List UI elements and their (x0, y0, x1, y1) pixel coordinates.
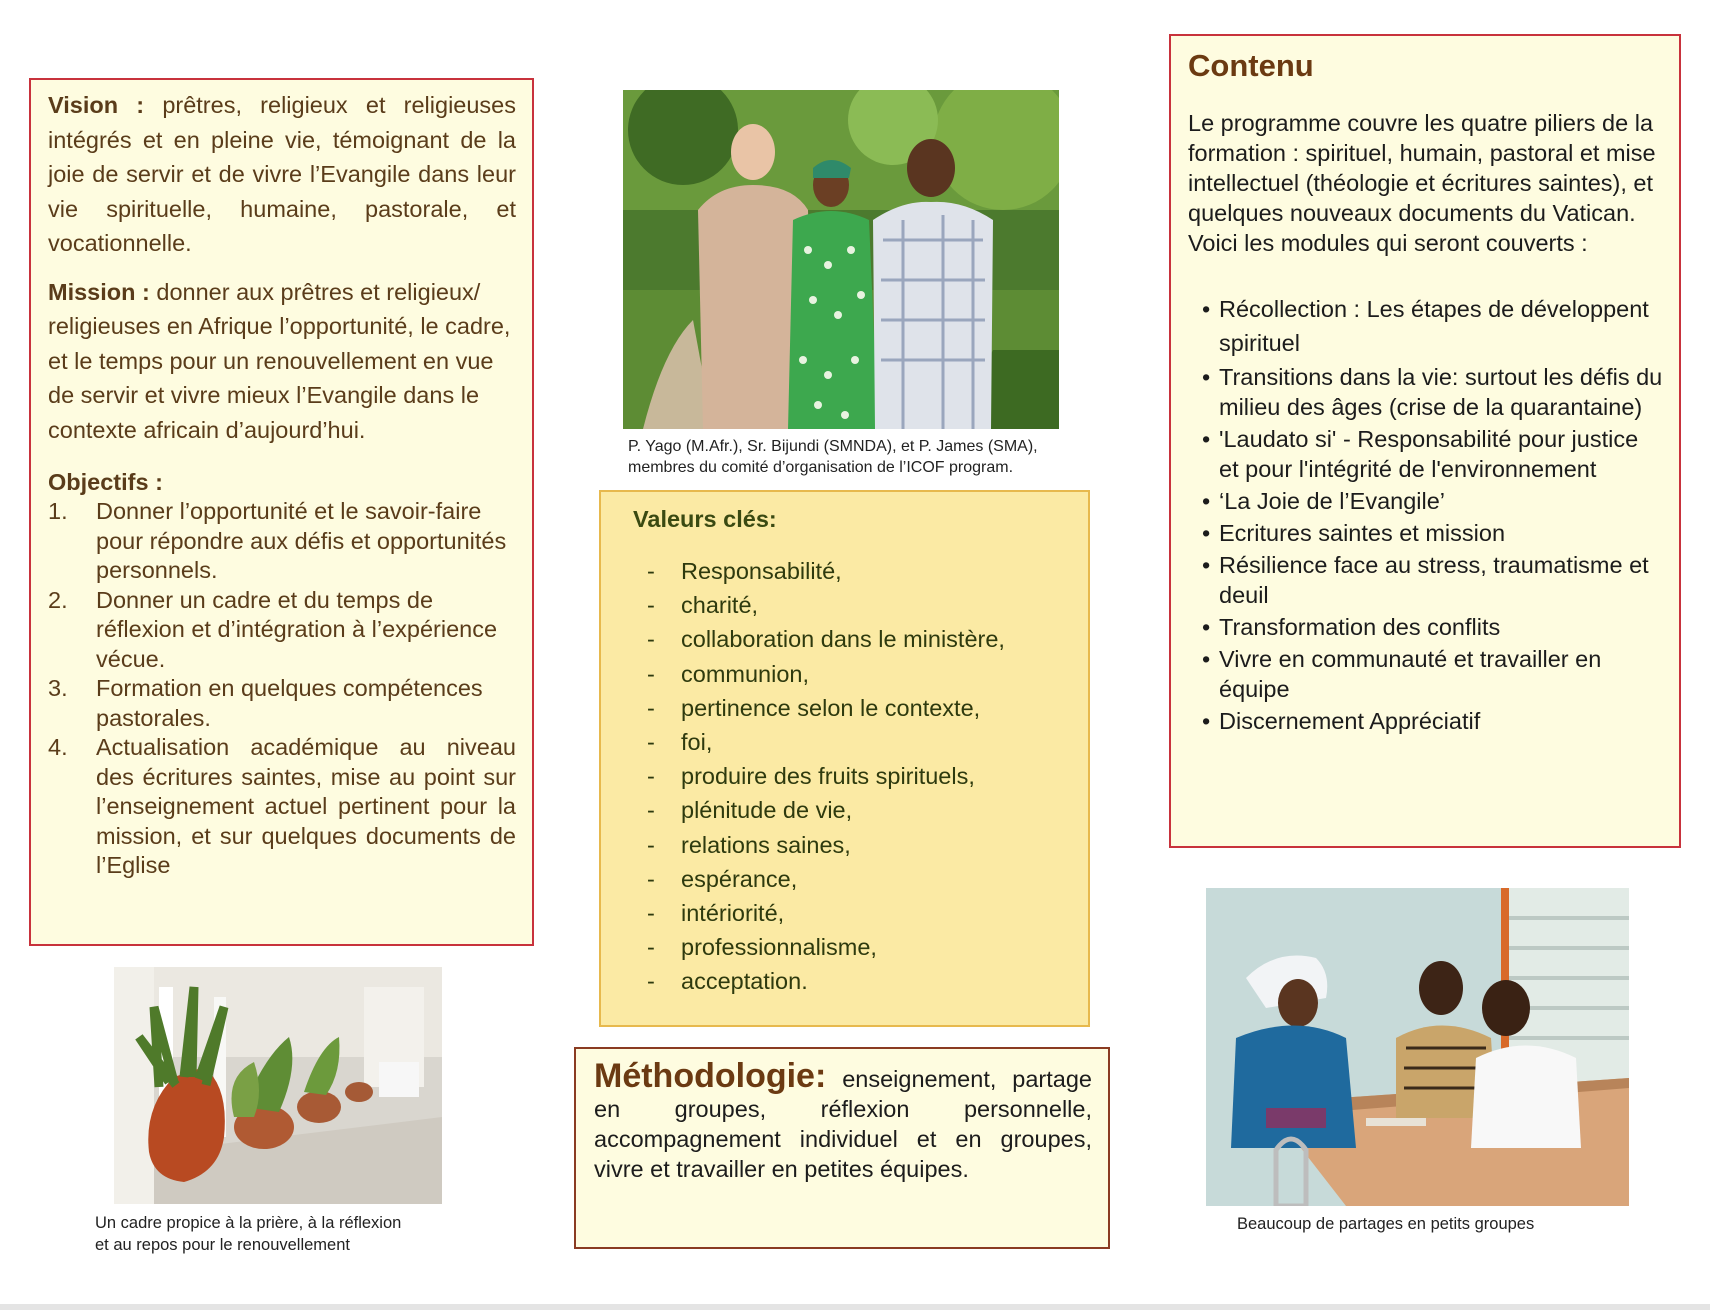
mission-label: Mission : (48, 278, 150, 305)
objective-text: Donner un cadre et du temps de réflexion et d’intégration à l’expérience vécue. (96, 586, 498, 672)
value-item (633, 759, 1088, 793)
organizers-photo (623, 90, 1059, 429)
value-item (633, 554, 1088, 588)
objective-number: 2. (48, 586, 68, 613)
content-title: Contenu (1188, 48, 1314, 83)
value-text: communion, (681, 660, 809, 687)
objective-text: Actualisation académique au niveau des écritures saintes, mise au point sur l’enseignement actuel pertinent pour la mission, et sur quelques documents de l’Eglise (96, 734, 516, 878)
value-item (633, 725, 1088, 759)
value-text: charité, (681, 592, 759, 619)
module-text: Discernement Appréciatif (1219, 708, 1481, 734)
value-text: foi, (681, 729, 713, 756)
module-item (1188, 292, 1663, 360)
module-text: Ecritures saintes et mission (1219, 520, 1506, 546)
dash-marker: - (647, 934, 655, 961)
key-values-box (599, 490, 1090, 1027)
bullet-marker: • (1202, 708, 1211, 734)
mission-text: donner aux prêtres et religieux/ religieuses en Afrique l’opportunité, le cadre, et le temps pour un renouvellement en vue de servir et vivre mieux l’Evangile dans le contexte africain d’aujourd’hui. (48, 278, 511, 443)
bullet-marker: • (1202, 646, 1211, 672)
dash-marker: - (647, 797, 655, 824)
dash-marker: - (647, 831, 655, 858)
value-item (633, 691, 1088, 725)
objective-number: 1. (48, 498, 68, 524)
value-text: relations saines, (681, 831, 851, 858)
methodology-title: Méthodologie: (594, 1057, 827, 1095)
dash-marker: - (647, 729, 655, 756)
module-text: Transitions dans la vie: surtout les défis du milieu des âges (crise de la quarantaine) (1219, 364, 1663, 420)
value-item (633, 862, 1088, 896)
objectives-list (48, 497, 516, 881)
module-item (1188, 362, 1663, 422)
plants-caption (95, 1212, 401, 1256)
value-text: collaboration dans le ministère, (681, 626, 1005, 653)
bullet-marker: • (1202, 296, 1211, 322)
value-item (633, 930, 1088, 964)
module-text: Résilience face au stress, traumatisme et deuil (1219, 552, 1649, 608)
dash-marker: - (647, 558, 655, 584)
value-text: pertinence selon le contexte, (681, 694, 981, 721)
dash-marker: - (647, 968, 655, 995)
objective-number: 4. (48, 734, 68, 760)
value-item (633, 828, 1088, 862)
value-item (633, 793, 1088, 827)
mission-paragraph (48, 275, 516, 448)
value-item (633, 964, 1088, 998)
plants-caption-line1: Un cadre propice à la prière, à la réflexion (95, 1214, 402, 1232)
dash-marker: - (647, 865, 655, 892)
value-text: Responsabilité, (681, 558, 842, 584)
value-item (633, 896, 1088, 930)
bullet-marker: • (1202, 614, 1211, 640)
objective-text: Formation en quelques compétences pastorales. (96, 675, 483, 731)
dash-marker: - (647, 694, 655, 721)
group-sharing-photo (1206, 888, 1629, 1206)
dash-marker: - (647, 660, 655, 687)
value-text: intériorité, (681, 900, 785, 927)
methodology-box (574, 1047, 1110, 1249)
key-values-list (633, 554, 1088, 999)
module-item (1188, 518, 1663, 548)
value-text: produire des fruits spirituels, (681, 763, 975, 790)
objective-item (48, 497, 516, 586)
dash-marker: - (647, 626, 655, 653)
bullet-marker: • (1202, 488, 1211, 514)
modules-list (1188, 292, 1663, 736)
dash-marker: - (647, 900, 655, 927)
key-values-title: Valeurs clés: (633, 506, 777, 532)
module-item (1188, 644, 1663, 704)
value-text: espérance, (681, 865, 798, 892)
bullet-marker: • (1202, 364, 1211, 390)
module-text: Transformation des conflits (1219, 614, 1501, 640)
objective-item (48, 674, 516, 733)
dash-marker: - (647, 592, 655, 619)
objectives-label: Objectifs : (48, 469, 163, 495)
content-intro: Le programme couvre les quatre piliers de la formation : spirituel, humain, pastoral et mise intellectuel (théologie et écritures saintes), et quelques nouveaux documents du Vatican. Voici les modules qui seront couverts : (1188, 110, 1656, 256)
value-item (633, 657, 1088, 691)
objective-text: Donner l’opportunité et le savoir-faire pour répondre aux défis et opportunités personnels. (96, 498, 507, 583)
vision-label: Vision : (48, 92, 145, 118)
vision-text: prêtres, religieux et religieuses intégrés et en pleine vie, témoignant de la joie de servir et de vivre l’Evangile dans leur vie spirituelle, humaine, pastorale, et vocationnelle. (48, 92, 516, 256)
corridor-plants-photo (114, 967, 442, 1204)
value-item (633, 588, 1088, 622)
module-item (1188, 486, 1663, 516)
page-bottom-rule (0, 1304, 1710, 1310)
vision-paragraph (48, 88, 516, 261)
module-text: Vivre en communauté et travailler en équipe (1219, 646, 1602, 702)
value-text: plénitude de vie, (681, 797, 853, 824)
methodology-text: enseignement, partage en groupes, réflexion personnelle, accompagnement individuel et en groupes, vivre et travailler en petites équipes. (594, 1066, 1092, 1182)
module-item (1188, 706, 1663, 736)
module-text: Récollection : Les étapes de développent spirituel (1219, 296, 1649, 356)
vision-mission-box (29, 78, 534, 946)
objective-item (48, 733, 516, 881)
organizers-caption (628, 436, 1038, 478)
dash-marker: - (647, 763, 655, 790)
methodology-paragraph (594, 1057, 1092, 1184)
content-box (1169, 34, 1681, 848)
objective-item (48, 586, 516, 675)
module-item (1188, 550, 1663, 610)
bullet-marker: • (1202, 426, 1211, 452)
bullet-marker: • (1202, 552, 1211, 578)
value-text: acceptation. (681, 968, 808, 995)
objective-number: 3. (48, 675, 68, 701)
organizers-caption-line2: membres du comité d’organisation de l’ICOF program. (628, 459, 1014, 476)
module-text: ‘La Joie de l’Evangile’ (1219, 488, 1446, 514)
module-item (1188, 424, 1663, 484)
value-item (633, 622, 1088, 656)
value-text: professionnalisme, (681, 934, 877, 961)
plants-caption-line2: et au repos pour le renouvellement (95, 1236, 350, 1254)
module-text: 'Laudato si' - Responsabilité pour justice et pour l'intégrité de l'environnement (1219, 426, 1639, 482)
bullet-marker: • (1202, 520, 1211, 546)
organizers-caption-line1: P. Yago (M.Afr.), Sr. Bijundi (SMNDA), et P. James (SMA), (628, 438, 1038, 455)
module-item (1188, 612, 1663, 642)
group-sharing-caption: Beaucoup de partages en petits groupes (1237, 1215, 1535, 1233)
